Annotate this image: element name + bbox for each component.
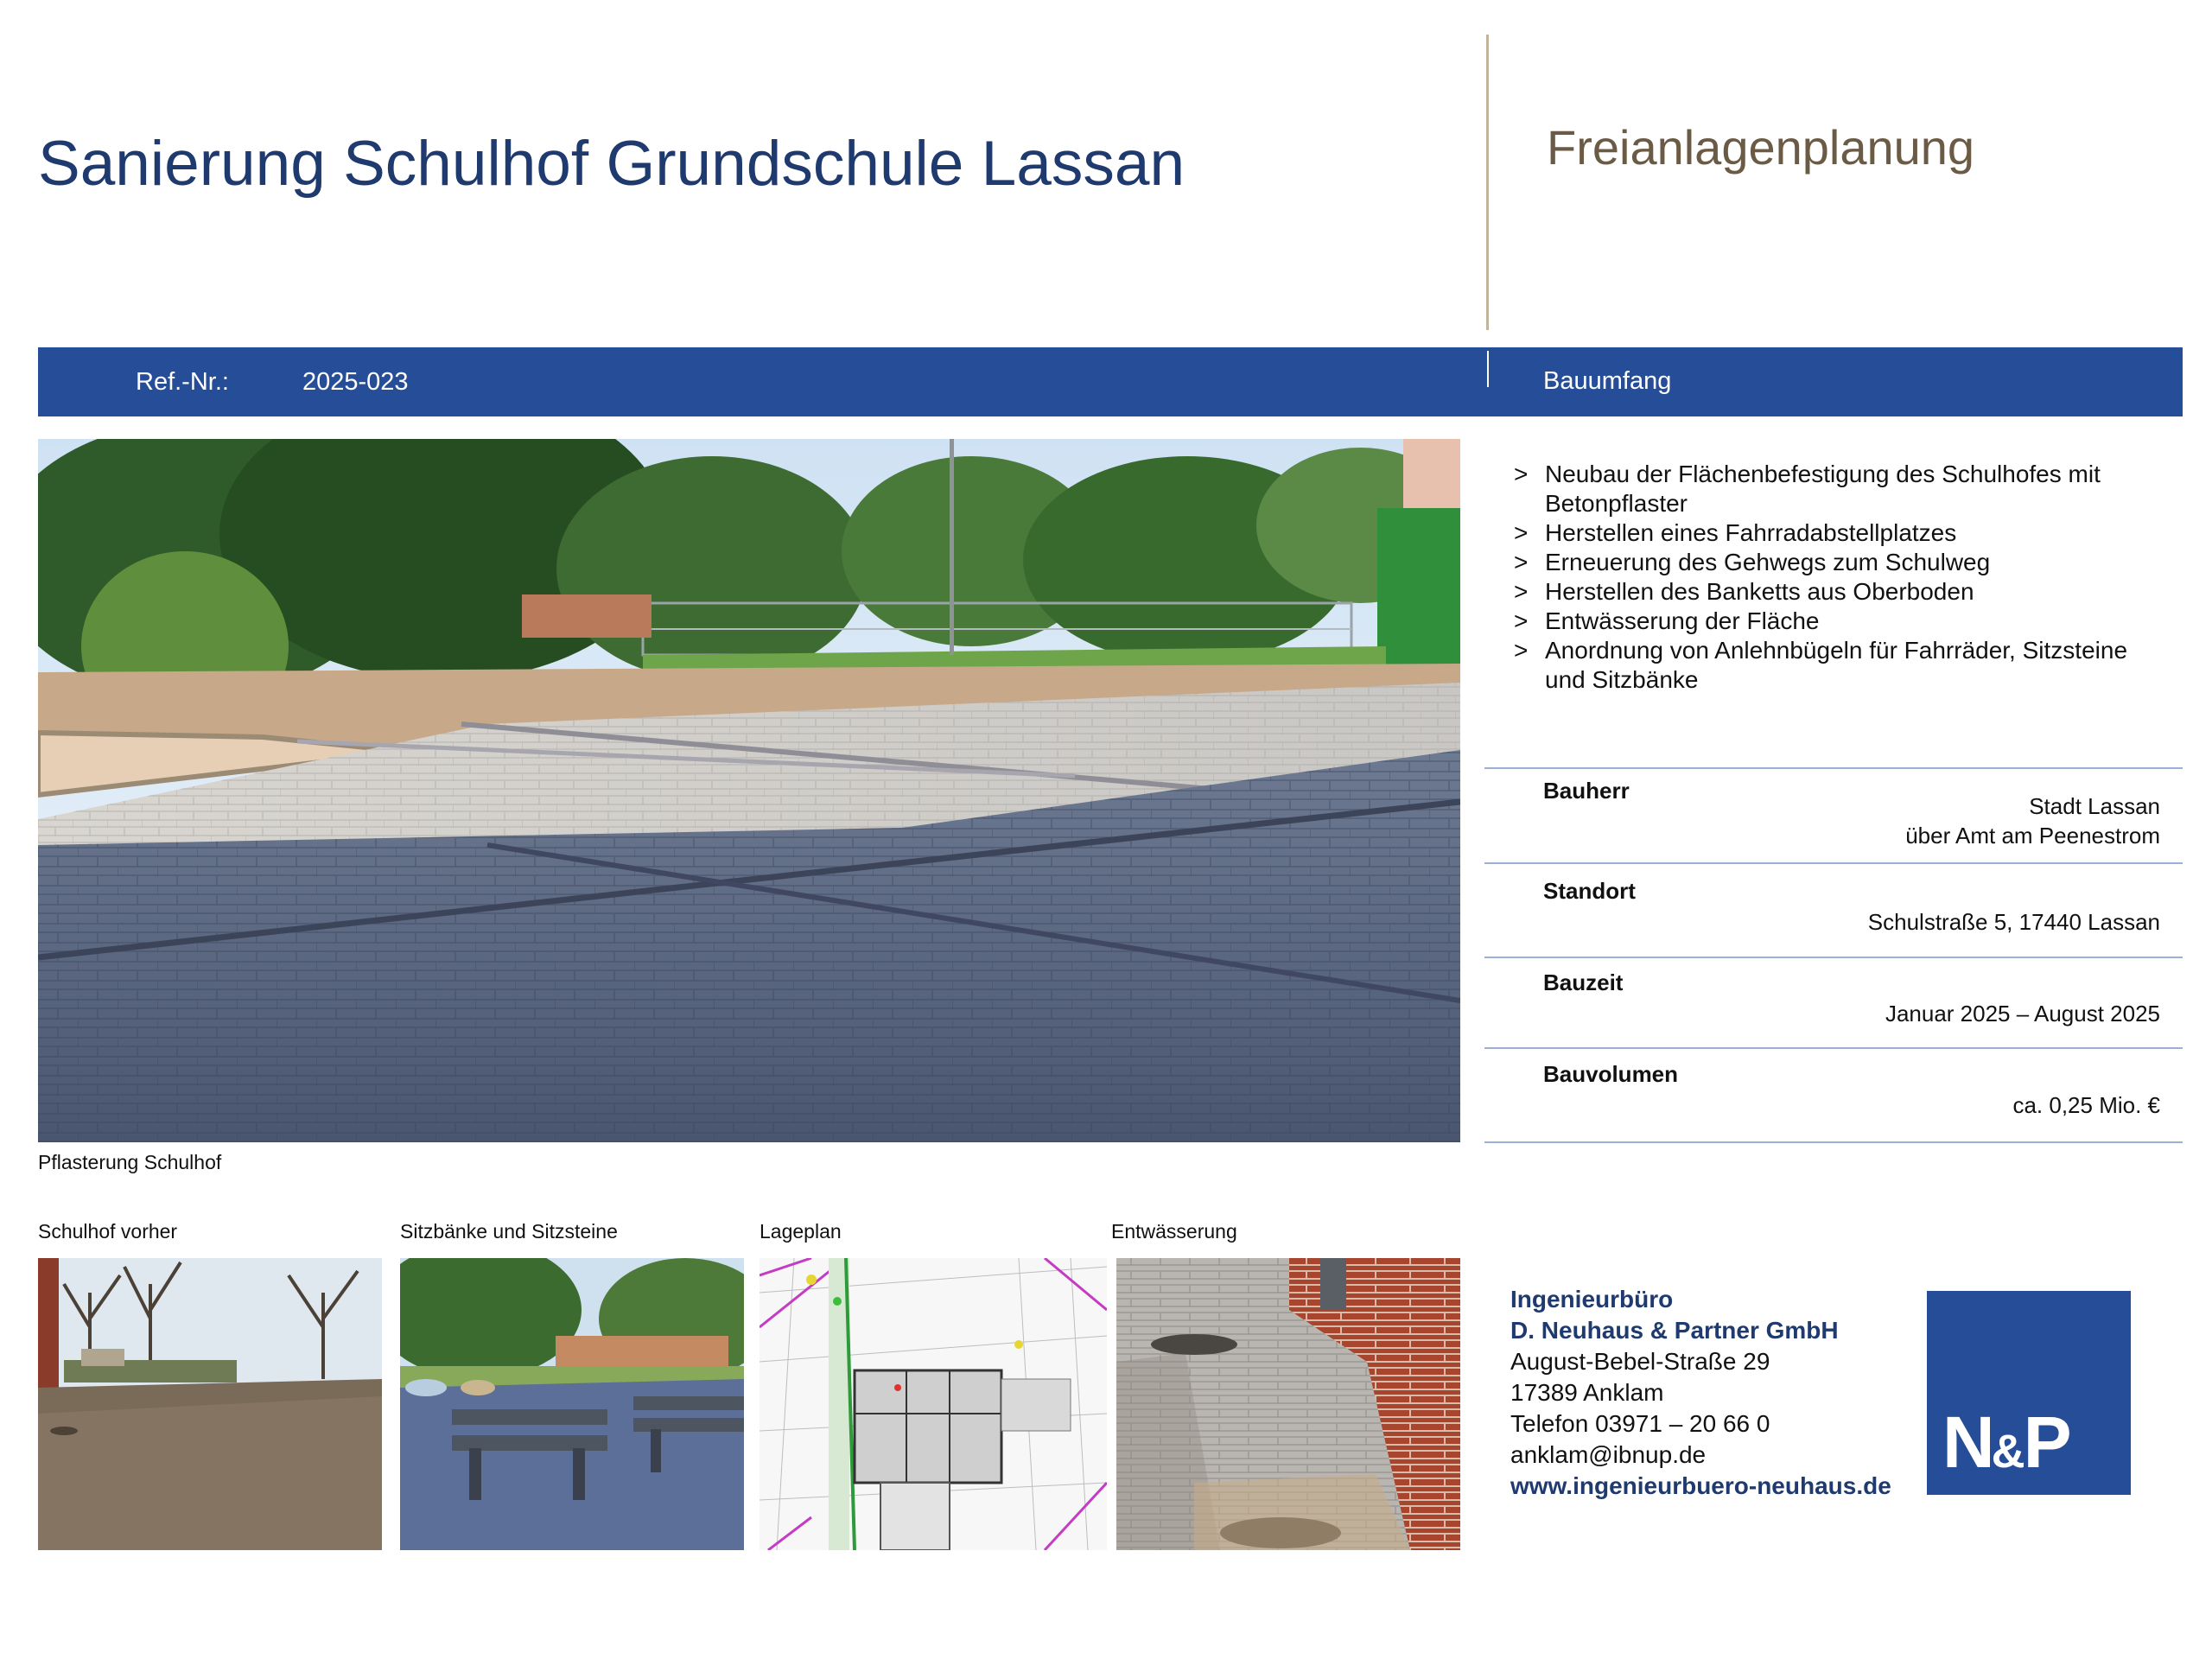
bullet-glyph: > <box>1514 637 1529 664</box>
contact-block <box>1510 1284 1891 1502</box>
scope-item-text: Erneuerung des Gehwegs zum Schulweg <box>1545 549 1991 575</box>
bullet-glyph: > <box>1514 578 1529 605</box>
info-divider <box>1484 862 2183 864</box>
bullet-glyph: > <box>1514 519 1529 546</box>
thumb-caption-vorher: Schulhof vorher <box>38 1220 178 1243</box>
standort-label: Standort <box>1543 878 1636 904</box>
phone: Telefon 03971 – 20 66 0 <box>1510 1410 1770 1437</box>
bauherr-value-line1: Stadt Lassan <box>2029 793 2160 819</box>
list-item <box>1514 607 2171 636</box>
list-item <box>1514 548 2171 577</box>
page-title: Sanierung Schulhof Grundschule Lassan <box>38 129 1185 199</box>
scope-heading: Bauumfang <box>1543 367 1672 395</box>
bauherr-value-line2: über Amt am Peenestrom <box>1905 823 2160 849</box>
list-item <box>1514 636 2171 695</box>
ref-value: 2025-023 <box>302 368 409 396</box>
main-photo <box>38 439 1460 1142</box>
logo-letter-p: P <box>2023 1402 2069 1483</box>
thumb-lageplan <box>760 1258 1107 1550</box>
page-subtitle: Freianlagenplanung <box>1547 120 1975 175</box>
thumb-sitzbaenke <box>400 1258 744 1550</box>
scope-item-text: Herstellen eines Fahrradabstellplatzes <box>1545 519 1957 546</box>
bauherr-label: Bauherr <box>1543 778 1630 804</box>
website-link[interactable]: www.ingenieurbuero-neuhaus.de <box>1510 1472 1891 1499</box>
info-divider <box>1484 767 2183 769</box>
thumb-caption-entwaesserung: Entwässerung <box>1111 1220 1237 1243</box>
company-logo <box>1927 1291 2131 1495</box>
logo-ampersand: & <box>1991 1426 2024 1478</box>
logo-letter-n: N <box>1942 1402 1992 1483</box>
list-item <box>1514 460 2171 518</box>
scope-item-text: Neubau der Flächenbefestigung des Schulhofes mit Betonpflaster <box>1545 461 2101 517</box>
bar-divider <box>1487 351 1489 387</box>
info-divider <box>1484 1047 2183 1049</box>
list-item <box>1514 518 2171 548</box>
thumb-schulhof-vorher <box>38 1258 382 1550</box>
bullet-glyph: > <box>1514 549 1529 575</box>
logo-text <box>1942 1401 2069 1484</box>
bullet-glyph: > <box>1514 607 1529 634</box>
bauzeit-label: Bauzeit <box>1543 969 1624 995</box>
standort-value: Schulstraße 5, 17440 Lassan <box>1867 909 2160 935</box>
email-link[interactable]: anklam@ibnup.de <box>1510 1441 1707 1468</box>
thumb-entwaesserung <box>1116 1258 1460 1550</box>
main-photo-caption: Pflasterung Schulhof <box>38 1151 222 1173</box>
company-line1: Ingenieurbüro <box>1510 1286 1674 1313</box>
thumb-caption-lageplan: Lageplan <box>760 1220 842 1243</box>
bauvolumen-value: ca. 0,25 Mio. € <box>2012 1092 2160 1118</box>
scope-item-text: Entwässerung der Fläche <box>1545 607 1820 634</box>
company-name: D. Neuhaus & Partner GmbH <box>1510 1317 1839 1344</box>
info-divider <box>1484 1141 2183 1143</box>
info-divider <box>1484 957 2183 958</box>
address-city: 17389 Anklam <box>1510 1379 1664 1406</box>
scope-item-text: Anordnung von Anlehnbügeln für Fahrräder, Sitzsteine und Sitzbänke <box>1545 637 2128 693</box>
ref-label: Ref.-Nr.: <box>136 368 229 396</box>
thumb-caption-sitzbaenke: Sitzbänke und Sitzsteine <box>400 1220 618 1243</box>
scope-list <box>1514 460 2171 695</box>
bauvolumen-label: Bauvolumen <box>1543 1061 1679 1087</box>
bauzeit-value: Januar 2025 – August 2025 <box>1885 1001 2160 1027</box>
address-street: August-Bebel-Straße 29 <box>1510 1348 1770 1375</box>
scope-item-text: Herstellen des Banketts aus Oberboden <box>1545 578 1974 605</box>
bullet-glyph: > <box>1514 461 1529 487</box>
list-item <box>1514 577 2171 607</box>
vertical-divider <box>1486 35 1489 330</box>
